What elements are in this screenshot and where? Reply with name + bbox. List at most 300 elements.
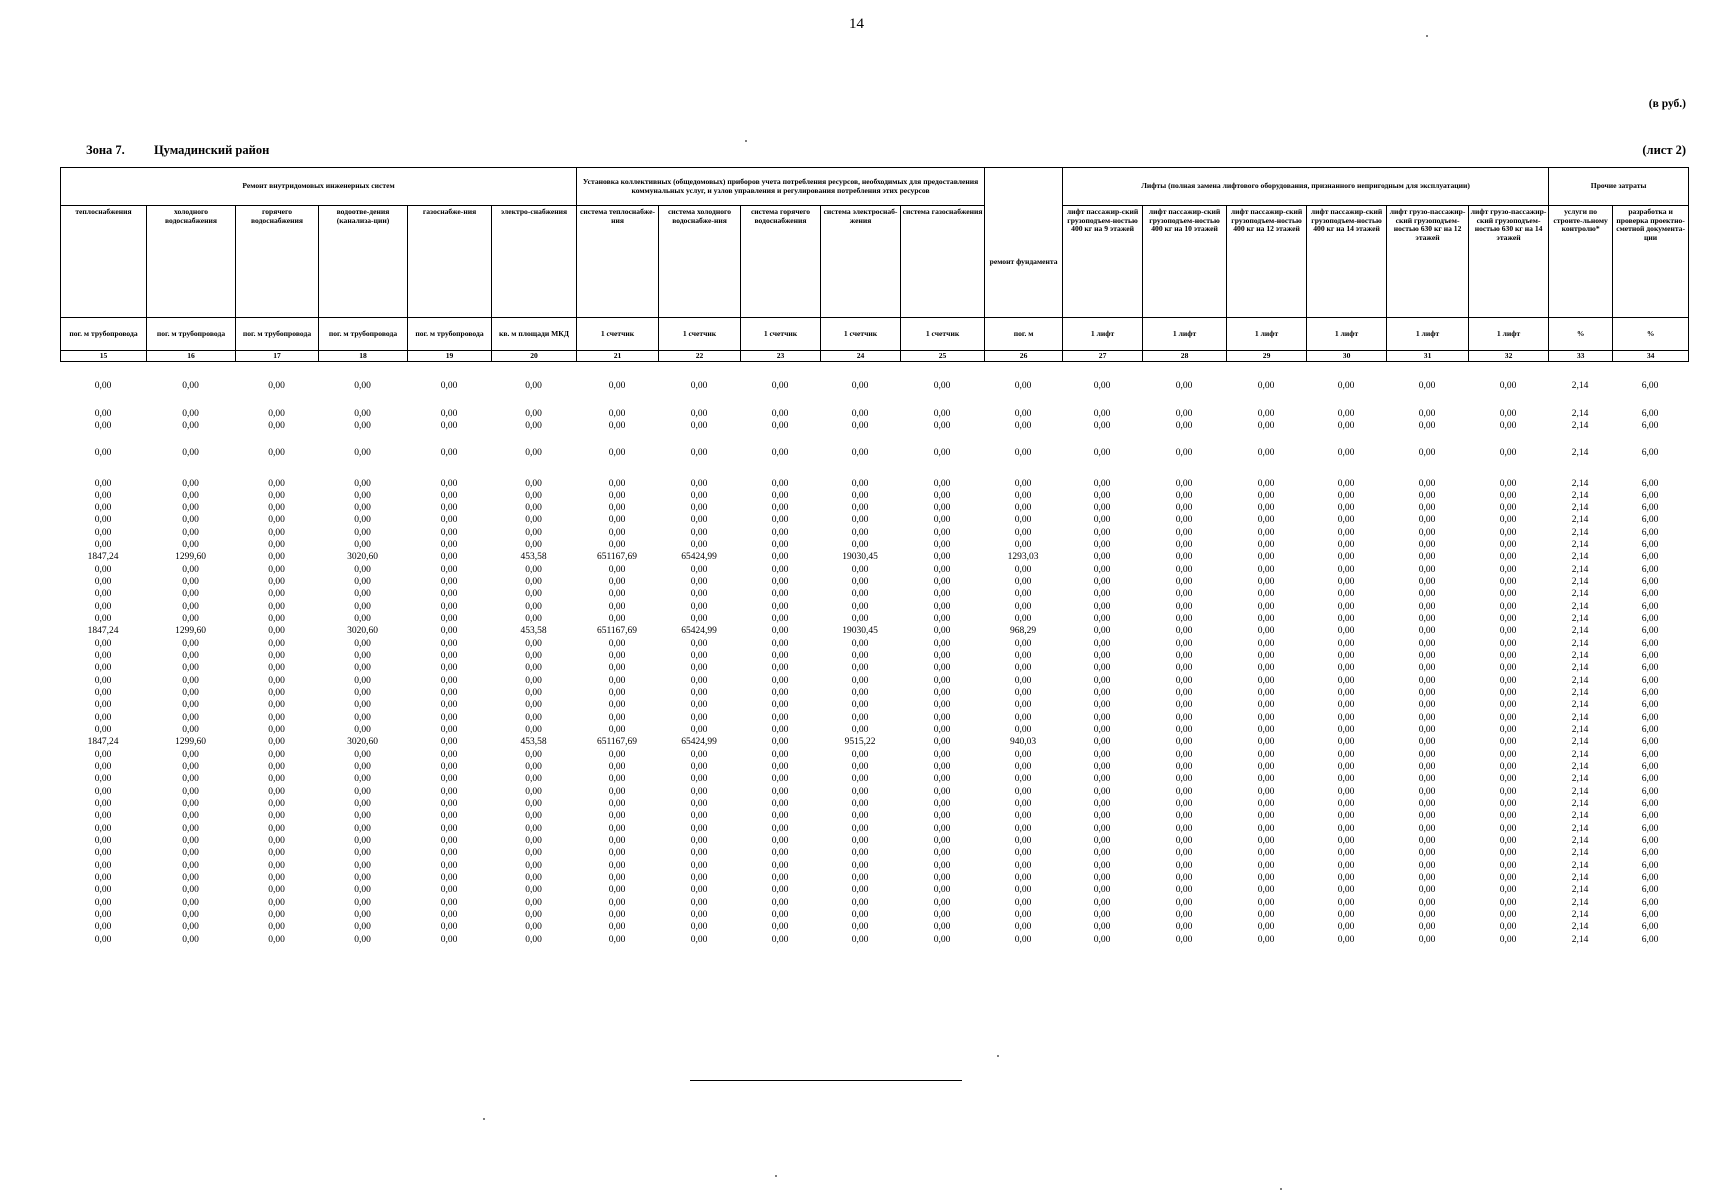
table-cell: 0,00 — [525, 750, 542, 760]
table-cell: 0,00 — [1257, 836, 1275, 846]
table-cell: 0,00 — [268, 787, 285, 797]
table-cell: 0,00 — [1499, 836, 1517, 846]
table-cell: 0,00 — [268, 688, 285, 698]
table-cell: 0,00 — [268, 614, 285, 624]
table-cell: 0,00 — [182, 774, 199, 784]
table-cell: 0,00 — [440, 750, 458, 760]
table-cell: 0,00 — [1499, 577, 1517, 587]
group-header: Прочие затраты — [1549, 168, 1689, 206]
table-cell: 0,00 — [690, 491, 708, 501]
table-cell: 0,00 — [1257, 873, 1275, 883]
table-row — [60, 884, 1688, 896]
table-cell: 0,00 — [933, 885, 951, 895]
table-cell: 0,00 — [690, 811, 708, 821]
column-header: газоснабже-ния — [408, 206, 492, 318]
table-cell: 0,00 — [851, 409, 869, 419]
table-cell: 0,00 — [608, 811, 626, 821]
group-header-row — [61, 168, 1689, 206]
table-cell: 0,00 — [690, 824, 708, 834]
table-cell: 0,00 — [440, 700, 458, 710]
table-cell: 0,00 — [608, 824, 626, 834]
table-cell: 1847,24 — [87, 552, 119, 562]
table-cell: 3020,60 — [347, 737, 378, 747]
table-cell: 0,00 — [933, 676, 951, 686]
table-cell: 6,00 — [1641, 898, 1659, 908]
table-cell: 0,00 — [1499, 651, 1517, 661]
table-cell: 0,00 — [771, 873, 789, 883]
table-cell: 0,00 — [94, 614, 112, 624]
table-cell: 0,00 — [771, 626, 789, 636]
table-cell: 0,00 — [851, 491, 869, 501]
table-cell: 0,00 — [690, 663, 708, 673]
table-cell: 1299,60 — [175, 552, 206, 562]
table-cell: 0,00 — [525, 528, 542, 538]
column-number: 32 — [1469, 351, 1549, 362]
table-cell: 0,00 — [771, 552, 789, 562]
table-cell: 2,14 — [1571, 811, 1589, 821]
table-cell: 0,00 — [1093, 381, 1111, 391]
table-row — [60, 576, 1688, 588]
table-cell: 0,00 — [268, 799, 285, 809]
table-cell: 940,03 — [1009, 737, 1037, 747]
table-cell: 0,00 — [933, 824, 951, 834]
table-cell: 0,00 — [1175, 614, 1193, 624]
column-header: система электроснаб-жения — [821, 206, 901, 318]
table-cell: 6,00 — [1641, 503, 1659, 513]
table-cell: 1847,24 — [87, 626, 119, 636]
table-cell: 0,00 — [1418, 910, 1436, 920]
column-header: система газоснабжения — [901, 206, 985, 318]
table-cell: 0,00 — [354, 421, 371, 431]
table-cell: 0,00 — [1093, 515, 1111, 525]
table-cell: 453,58 — [520, 552, 547, 562]
table-cell: 0,00 — [1257, 448, 1275, 458]
table-cell: 0,00 — [851, 725, 869, 735]
table-cell: 0,00 — [1499, 848, 1517, 858]
table-cell: 0,00 — [1175, 935, 1193, 945]
table-cell: 2,14 — [1571, 910, 1589, 920]
table-cell: 0,00 — [771, 762, 789, 772]
table-cell: 0,00 — [933, 626, 951, 636]
table-cell: 0,00 — [525, 639, 542, 649]
table-cell: 0,00 — [851, 787, 869, 797]
table-cell: 0,00 — [440, 448, 458, 458]
table-cell: 0,00 — [354, 602, 371, 612]
table-cell: 0,00 — [268, 577, 285, 587]
table-cell: 0,00 — [354, 651, 371, 661]
column-unit: 1 лифт — [1307, 318, 1387, 351]
table-cell: 0,00 — [1014, 713, 1032, 723]
table-cell: 0,00 — [933, 614, 951, 624]
table-row — [60, 551, 1688, 563]
table-cell: 0,00 — [440, 713, 458, 723]
table-cell: 0,00 — [1337, 540, 1355, 550]
table-cell: 0,00 — [440, 787, 458, 797]
table-cell: 2,14 — [1571, 922, 1589, 932]
table-cell: 0,00 — [268, 515, 285, 525]
table-cell: 0,00 — [1014, 663, 1032, 673]
table-cell: 0,00 — [1499, 799, 1517, 809]
table-cell: 0,00 — [94, 873, 112, 883]
table-cell: 0,00 — [525, 651, 542, 661]
table-cell: 0,00 — [1337, 515, 1355, 525]
table-row — [60, 638, 1688, 650]
table-cell: 0,00 — [354, 750, 371, 760]
table-cell: 0,00 — [1257, 409, 1275, 419]
table-cell: 0,00 — [690, 922, 708, 932]
table-cell: 0,00 — [608, 713, 626, 723]
table-cell: 0,00 — [1257, 676, 1275, 686]
table-cell: 2,14 — [1571, 421, 1589, 431]
table-cell: 65424,99 — [681, 737, 717, 747]
table-cell: 2,14 — [1571, 663, 1589, 673]
table-cell: 0,00 — [182, 935, 199, 945]
table-cell: 0,00 — [608, 651, 626, 661]
table-cell: 0,00 — [268, 824, 285, 834]
table-cell: 0,00 — [1257, 381, 1275, 391]
table-cell: 0,00 — [771, 614, 789, 624]
column-header: лифт грузо-пассажир-ский грузоподъем-ностью 630 кг на 14 этажей — [1469, 206, 1549, 318]
table-cell: 0,00 — [440, 688, 458, 698]
table-cell: 0,00 — [94, 651, 112, 661]
column-unit: пог. м трубопровода — [147, 318, 236, 351]
table-cell: 0,00 — [608, 750, 626, 760]
table-row — [60, 736, 1688, 748]
table-cell: 0,00 — [1418, 873, 1436, 883]
table-cell: 0,00 — [690, 602, 708, 612]
table-cell: 6,00 — [1641, 515, 1659, 525]
table-cell: 0,00 — [771, 503, 789, 513]
table-cell: 0,00 — [1418, 898, 1436, 908]
table-cell: 0,00 — [354, 491, 371, 501]
table-cell: 0,00 — [851, 848, 869, 858]
table-cell: 0,00 — [182, 491, 199, 501]
table-cell: 0,00 — [1418, 515, 1436, 525]
table-cell: 0,00 — [94, 491, 112, 501]
table-row — [60, 650, 1688, 662]
table-cell: 0,00 — [1093, 448, 1111, 458]
table-cell: 0,00 — [851, 602, 869, 612]
table-cell: 0,00 — [440, 910, 458, 920]
column-unit: % — [1549, 318, 1613, 351]
table-cell: 0,00 — [1093, 626, 1111, 636]
table-cell: 0,00 — [1093, 848, 1111, 858]
zone-title — [86, 143, 269, 158]
table-row — [60, 478, 1688, 490]
table-cell: 0,00 — [525, 448, 542, 458]
column-unit: пог. м трубопровода — [61, 318, 147, 351]
table-cell: 0,00 — [525, 602, 542, 612]
table-cell: 0,00 — [525, 540, 542, 550]
table-cell: 0,00 — [1175, 651, 1193, 661]
table-cell: 0,00 — [440, 651, 458, 661]
table-cell: 0,00 — [268, 491, 285, 501]
table-cell: 0,00 — [1175, 602, 1193, 612]
table-row — [60, 724, 1688, 736]
table-cell: 0,00 — [933, 479, 951, 489]
table-cell: 0,00 — [1014, 651, 1032, 661]
table-cell: 0,00 — [1499, 676, 1517, 686]
table-cell: 0,00 — [354, 639, 371, 649]
table-cell: 2,14 — [1571, 713, 1589, 723]
table-cell: 0,00 — [440, 885, 458, 895]
table-cell: 0,00 — [933, 787, 951, 797]
table-cell: 0,00 — [1093, 836, 1111, 846]
table-cell: 0,00 — [1337, 421, 1355, 431]
table-cell: 0,00 — [182, 479, 199, 489]
table-row — [60, 564, 1688, 576]
table-cell: 0,00 — [771, 688, 789, 698]
table-cell: 0,00 — [1257, 540, 1275, 550]
table-cell: 0,00 — [1014, 898, 1032, 908]
table-cell: 0,00 — [608, 448, 626, 458]
table-cell: 0,00 — [1175, 409, 1193, 419]
table-cell: 0,00 — [440, 836, 458, 846]
table-cell: 0,00 — [525, 479, 542, 489]
column-number: 34 — [1613, 351, 1689, 362]
table-cell: 0,00 — [1337, 922, 1355, 932]
table-cell: 0,00 — [771, 725, 789, 735]
table-cell: 0,00 — [268, 479, 285, 489]
table-cell: 0,00 — [608, 540, 626, 550]
table-cell: 0,00 — [608, 700, 626, 710]
table-cell: 0,00 — [851, 448, 869, 458]
table-cell: 1299,60 — [175, 626, 206, 636]
table-cell: 19030,45 — [842, 626, 878, 636]
table-cell: 0,00 — [94, 848, 112, 858]
table-cell: 2,14 — [1571, 774, 1589, 784]
table-cell: 0,00 — [771, 651, 789, 661]
table-cell: 0,00 — [1337, 885, 1355, 895]
table-cell: 65424,99 — [681, 626, 717, 636]
table-cell: 0,00 — [1257, 503, 1275, 513]
table-cell: 0,00 — [771, 479, 789, 489]
scan-speck — [997, 1055, 999, 1057]
table-cell: 0,00 — [268, 848, 285, 858]
table-cell: 0,00 — [851, 750, 869, 760]
table-cell: 0,00 — [851, 479, 869, 489]
table-cell: 2,14 — [1571, 688, 1589, 698]
table-cell: 0,00 — [1093, 787, 1111, 797]
table-cell: 651167,69 — [596, 626, 638, 636]
table-cell: 0,00 — [608, 725, 626, 735]
column-number: 22 — [659, 351, 741, 362]
table-cell: 1299,60 — [175, 737, 206, 747]
table-cell: 6,00 — [1641, 799, 1659, 809]
table-cell: 0,00 — [1337, 935, 1355, 945]
table-cell: 0,00 — [1418, 448, 1436, 458]
table-cell: 0,00 — [1257, 811, 1275, 821]
table-cell: 0,00 — [354, 898, 371, 908]
table-cell: 0,00 — [608, 491, 626, 501]
table-cell: 0,00 — [1093, 676, 1111, 686]
table-cell: 0,00 — [525, 503, 542, 513]
column-unit: 1 счетчик — [741, 318, 821, 351]
table-cell: 0,00 — [1418, 421, 1436, 431]
column-unit: пог. м — [985, 318, 1063, 351]
table-cell: 0,00 — [268, 700, 285, 710]
table-cell: 0,00 — [690, 873, 708, 883]
table-cell: 0,00 — [1093, 725, 1111, 735]
table-cell: 0,00 — [1175, 725, 1193, 735]
table-cell: 0,00 — [1257, 922, 1275, 932]
table-cell: 0,00 — [1337, 663, 1355, 673]
table-cell: 0,00 — [1337, 737, 1355, 747]
table-cell: 0,00 — [1337, 409, 1355, 419]
table-cell: 0,00 — [1093, 528, 1111, 538]
table-cell: 0,00 — [933, 639, 951, 649]
scan-speck — [483, 1118, 485, 1120]
table-cell: 2,14 — [1571, 676, 1589, 686]
table-cell: 0,00 — [182, 898, 199, 908]
scan-speck — [745, 140, 747, 142]
table-cell: 0,00 — [1175, 713, 1193, 723]
table-cell: 6,00 — [1641, 421, 1659, 431]
table-cell: 0,00 — [933, 762, 951, 772]
table-cell: 0,00 — [1175, 421, 1193, 431]
table-cell: 0,00 — [851, 651, 869, 661]
column-number: 21 — [577, 351, 659, 362]
column-header: система теплоснабже-ния — [577, 206, 659, 318]
table-cell: 0,00 — [690, 861, 708, 871]
table-cell: 0,00 — [933, 873, 951, 883]
table-cell: 0,00 — [851, 503, 869, 513]
table-cell: 0,00 — [1175, 885, 1193, 895]
sheet-note: (лист 2) — [1642, 143, 1686, 157]
table-cell: 0,00 — [94, 922, 112, 932]
table-cell: 0,00 — [1093, 922, 1111, 932]
table-cell: 0,00 — [525, 836, 542, 846]
table-cell: 0,00 — [525, 614, 542, 624]
table-cell: 0,00 — [690, 479, 708, 489]
table-cell: 0,00 — [1257, 663, 1275, 673]
table-cell: 0,00 — [354, 848, 371, 858]
table-cell: 0,00 — [1337, 898, 1355, 908]
table-cell: 0,00 — [1257, 626, 1275, 636]
table-cell: 0,00 — [771, 565, 789, 575]
table-cell: 0,00 — [1337, 491, 1355, 501]
table-cell: 0,00 — [94, 836, 112, 846]
table-cell: 0,00 — [690, 688, 708, 698]
table-cell: 0,00 — [182, 614, 199, 624]
table-cell: 0,00 — [525, 824, 542, 834]
table-cell: 0,00 — [851, 885, 869, 895]
table-cell: 0,00 — [1014, 762, 1032, 772]
table-cell: 0,00 — [851, 713, 869, 723]
table-cell: 6,00 — [1641, 651, 1659, 661]
table-cell: 0,00 — [1337, 577, 1355, 587]
table-cell: 0,00 — [182, 409, 199, 419]
table-cell: 0,00 — [94, 540, 112, 550]
table-cell: 0,00 — [690, 614, 708, 624]
table-cell: 0,00 — [1337, 713, 1355, 723]
table-cell: 0,00 — [771, 848, 789, 858]
table-cell: 0,00 — [1093, 762, 1111, 772]
table-cell: 0,00 — [1257, 491, 1275, 501]
table-cell: 0,00 — [268, 639, 285, 649]
table-cell: 0,00 — [1175, 774, 1193, 784]
column-header: лифт пассажир-ский грузоподъем-ностью 400 кг на 12 этажей — [1227, 206, 1307, 318]
table-cell: 0,00 — [268, 935, 285, 945]
table-cell: 0,00 — [771, 811, 789, 821]
table-cell: 0,00 — [1093, 811, 1111, 821]
table-cell: 0,00 — [268, 737, 285, 747]
table-row — [60, 810, 1688, 822]
table-cell: 0,00 — [608, 910, 626, 920]
column-number: 19 — [408, 351, 492, 362]
table-cell: 0,00 — [690, 700, 708, 710]
table-cell: 0,00 — [354, 503, 371, 513]
table-cell: 0,00 — [851, 589, 869, 599]
table-cell: 0,00 — [1093, 824, 1111, 834]
table-row — [60, 408, 1688, 420]
table-cell: 0,00 — [690, 836, 708, 846]
table-cell: 0,00 — [440, 540, 458, 550]
table-cell: 0,00 — [94, 861, 112, 871]
table-cell: 0,00 — [771, 577, 789, 587]
column-unit: пог. м трубопровода — [236, 318, 319, 351]
page-number: 14 — [849, 16, 864, 32]
table-cell: 0,00 — [771, 602, 789, 612]
table-cell: 2,14 — [1571, 935, 1589, 945]
table-cell: 0,00 — [1499, 898, 1517, 908]
table-cell: 0,00 — [1418, 651, 1436, 661]
table-cell: 0,00 — [525, 885, 542, 895]
table-cell: 0,00 — [1014, 725, 1032, 735]
table-cell: 0,00 — [1499, 589, 1517, 599]
table-cell: 0,00 — [933, 737, 951, 747]
table-cell: 0,00 — [1499, 811, 1517, 821]
table-cell: 0,00 — [1175, 737, 1193, 747]
table-cell: 0,00 — [1257, 885, 1275, 895]
table-cell: 0,00 — [1093, 750, 1111, 760]
table-cell: 65424,99 — [681, 552, 717, 562]
table-cell: 0,00 — [1093, 774, 1111, 784]
table-cell: 0,00 — [933, 565, 951, 575]
table-cell: 0,00 — [1499, 737, 1517, 747]
table-cell: 0,00 — [1175, 448, 1193, 458]
table-cell: 0,00 — [182, 528, 199, 538]
table-cell: 0,00 — [1014, 565, 1032, 575]
group-header — [985, 168, 1063, 206]
table-cell: 6,00 — [1641, 848, 1659, 858]
table-cell: 0,00 — [771, 799, 789, 809]
table-cell: 0,00 — [268, 651, 285, 661]
table-cell: 0,00 — [525, 848, 542, 858]
table-cell: 0,00 — [440, 639, 458, 649]
table-cell: 0,00 — [525, 688, 542, 698]
table-cell: 0,00 — [440, 491, 458, 501]
table-cell: 0,00 — [94, 448, 112, 458]
table-cell: 0,00 — [851, 614, 869, 624]
table-cell: 0,00 — [1337, 873, 1355, 883]
table-cell: 2,14 — [1571, 479, 1589, 489]
table-cell: 0,00 — [182, 503, 199, 513]
table-cell: 0,00 — [771, 787, 789, 797]
table-row — [60, 872, 1688, 884]
table-cell: 0,00 — [1014, 421, 1032, 431]
table-cell: 0,00 — [1093, 910, 1111, 920]
table-cell: 0,00 — [354, 528, 371, 538]
table-cell: 0,00 — [1014, 409, 1032, 419]
table-cell: 2,14 — [1571, 409, 1589, 419]
table-cell: 0,00 — [1499, 910, 1517, 920]
table-cell: 0,00 — [771, 639, 789, 649]
table-cell: 0,00 — [690, 651, 708, 661]
table-cell: 0,00 — [1257, 577, 1275, 587]
table-cell: 0,00 — [1337, 565, 1355, 575]
table-cell: 0,00 — [94, 663, 112, 673]
